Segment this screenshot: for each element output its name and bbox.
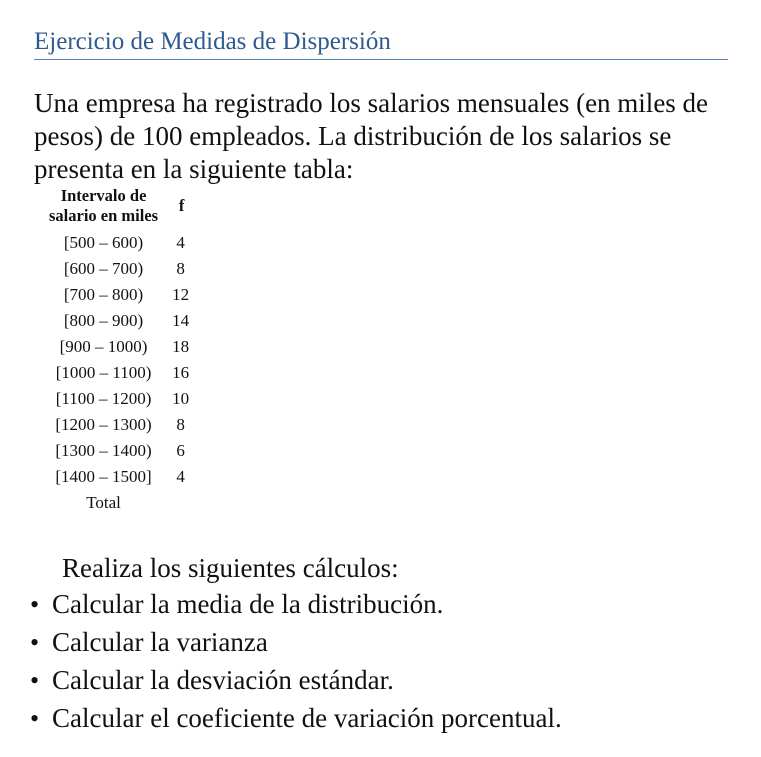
- task-text: Calcular la desviación estándar.: [52, 665, 394, 695]
- table-row: [45, 334, 195, 360]
- frequency-cell: 4: [176, 467, 185, 486]
- intro-paragraph: Una empresa ha registrado los salarios mensuales (en miles de pesos) de 100 empleados. La distribución de los salarios se presenta en la siguiente tabla:: [34, 88, 709, 184]
- table-row: [45, 386, 195, 412]
- frequency-cell: 4: [176, 233, 185, 252]
- bullet-icon: •: [30, 628, 40, 657]
- table-row: [45, 308, 195, 334]
- table-row: [45, 230, 195, 256]
- interval-header-line-1: Intervalo de: [60, 186, 147, 205]
- frequency-cell: 8: [176, 259, 185, 278]
- interval-cell: [800 – 900): [63, 311, 144, 330]
- interval-cell: [1300 – 1400): [55, 441, 152, 460]
- tasks-list: [30, 588, 562, 740]
- interval-header-line-2: salario en miles: [49, 206, 159, 225]
- interval-cell: [700 – 800): [63, 285, 144, 304]
- table-row: [45, 282, 195, 308]
- tasks-heading: Realiza los siguientes cálculos:: [62, 553, 399, 583]
- interval-cell: [600 – 700): [63, 259, 144, 278]
- interval-cell: [1400 – 1500]: [55, 467, 152, 486]
- total-label: Total: [86, 493, 121, 512]
- list-item: [30, 588, 562, 626]
- table-total-row: [45, 490, 195, 516]
- interval-column-header: [45, 186, 162, 230]
- interval-cell: [1100 – 1200): [55, 389, 152, 408]
- list-item: [30, 664, 562, 702]
- task-text: Calcular la varianza: [52, 627, 268, 657]
- frequency-column-header: f: [178, 196, 185, 215]
- frequency-cell: 10: [172, 389, 190, 408]
- frequency-table: [45, 186, 195, 516]
- frequency-cell: 16: [172, 363, 190, 382]
- interval-cell: [1000 – 1100): [55, 363, 152, 382]
- bullet-icon: •: [30, 590, 40, 619]
- total-value: [162, 490, 195, 516]
- bullet-icon: •: [30, 704, 40, 733]
- frequency-cell: 18: [172, 337, 190, 356]
- table-row: [45, 360, 195, 386]
- list-item: [30, 702, 562, 740]
- frequency-cell: 6: [176, 441, 185, 460]
- interval-cell: [1200 – 1300): [55, 415, 152, 434]
- frequency-cell: 8: [176, 415, 185, 434]
- interval-cell: [900 – 1000): [59, 337, 148, 356]
- table-header-row: [45, 186, 195, 230]
- frequency-cell: 14: [172, 311, 190, 330]
- table-row: [45, 438, 195, 464]
- task-text: Calcular el coeficiente de variación porcentual.: [52, 703, 562, 733]
- bullet-icon: •: [30, 666, 40, 695]
- frequency-cell: 12: [172, 285, 190, 304]
- list-item: [30, 626, 562, 664]
- table-row: [45, 256, 195, 282]
- page-title: Ejercicio de Medidas de Dispersión: [34, 27, 728, 60]
- table-row: [45, 412, 195, 438]
- interval-cell: [500 – 600): [63, 233, 144, 252]
- task-text: Calcular la media de la distribución.: [52, 589, 444, 619]
- table-row: [45, 464, 195, 490]
